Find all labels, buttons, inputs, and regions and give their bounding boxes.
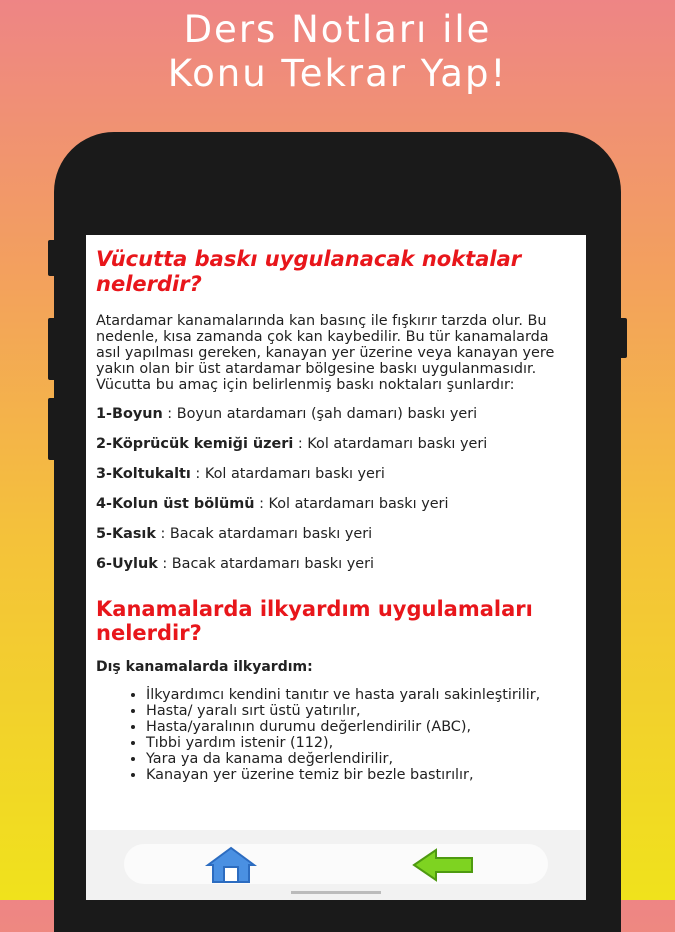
first-aid-steps-list [96, 687, 576, 783]
pressure-point-text: : Boyun atardamarı (şah damarı) baskı yeri [162, 406, 478, 422]
phone-side-button [48, 398, 56, 460]
pressure-point-label: 5-Kasık [96, 526, 156, 542]
phone-screen[interactable] [86, 235, 586, 900]
first-aid-step: • Yara ya da kanama değerlendirilir, [146, 751, 576, 767]
pressure-point-label: 2-Köprücük kemiği üzeri [96, 436, 294, 452]
promo-headline-line1: Ders Notları ile [183, 8, 492, 51]
first-aid-step: • Tıbbi yardım istenir (112), [146, 735, 576, 751]
phone-side-button [48, 318, 56, 380]
pressure-point-text: : Bacak atardamarı baskı yeri [155, 526, 373, 542]
promo-headline [0, 8, 675, 96]
promo-headline-line2: Konu Tekrar Yap! [167, 52, 508, 95]
pressure-points-list [96, 405, 576, 573]
section-title-first-aid: Kanamalarda ilkyardım uygulamaları nelerdir? [96, 597, 533, 645]
back-arrow-icon [412, 848, 474, 882]
pressure-point-label: 3-Koltukaltı [96, 466, 191, 482]
pressure-point-label: 4-Kolun üst bölümü [96, 496, 255, 512]
phone-side-button [48, 240, 56, 276]
back-button[interactable] [412, 848, 474, 882]
intro-paragraph: Atardamar kanamalarında kan basınç ile fışkırır tarzda olur. Bu nedenle, kısa zamanda çok kan kaybedilir. Bu tür kanamalarda asıl yapılması gereken, kanayan yer üzerine veya kanayan yere yakın olan bir üst atardamar bölgesine baskı uygulanmasıdır. Vücutta bu amaç için belirlenmiş baskı noktaları şunlardır: [96, 313, 555, 393]
pressure-point-text: : Kol atardamarı baskı yeri [293, 436, 488, 452]
pressure-point-label: 6-Uyluk [96, 556, 158, 572]
pressure-point-item [96, 465, 576, 483]
first-aid-step: • Kanayan yer üzerine temiz bir bezle bastırılır, [146, 767, 576, 783]
first-aid-step: • Hasta/yaralının durumu değerlendirilir (ABC), [146, 719, 576, 735]
home-icon [204, 845, 258, 885]
pressure-point-text: : Kol atardamarı baskı yeri [190, 466, 385, 482]
pressure-point-item [96, 435, 576, 453]
pressure-point-item [96, 405, 576, 423]
pressure-point-item [96, 525, 576, 543]
pressure-point-label: 1-Boyun [96, 406, 163, 422]
pressure-point-text: : Bacak atardamarı baskı yeri [157, 556, 375, 572]
article-content[interactable] [96, 247, 576, 783]
nav-pill [124, 844, 548, 884]
pressure-point-item [96, 555, 576, 573]
first-aid-step: • İlkyardımcı kendini tanıtır ve hasta yaralı sakinleştirilir, [146, 687, 576, 703]
gesture-bar [291, 891, 381, 894]
home-button[interactable] [204, 845, 258, 885]
pressure-point-text: : Kol atardamarı baskı yeri [254, 496, 449, 512]
phone-power-button [619, 318, 627, 358]
pressure-point-item [96, 495, 576, 513]
section-title-pressure-points: Vücutta baskı uygulanacak noktalar nelerdir? [96, 247, 522, 296]
subheading-external-bleeding: Dış kanamalarda ilkyardım: [96, 659, 313, 675]
first-aid-step: • Hasta/ yaralı sırt üstü yatırılır, [146, 703, 576, 719]
bottom-nav-bar [86, 830, 586, 900]
